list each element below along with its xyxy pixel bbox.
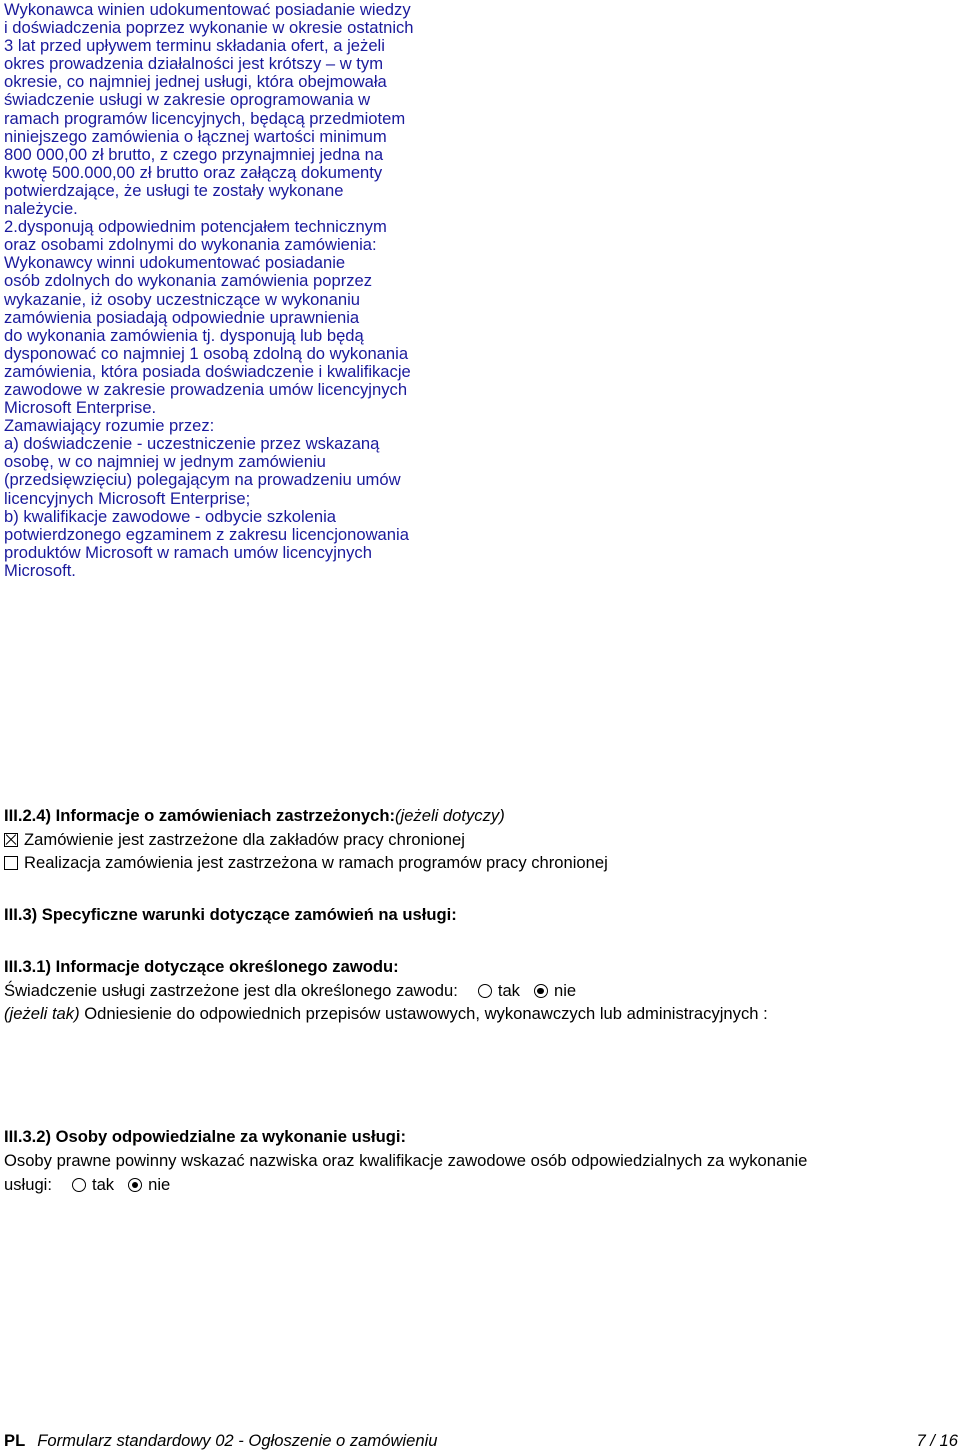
text-line: i doświadczenia poprzez wykonanie w okresie ostatnich [4, 18, 414, 38]
text-line: Wykonawcy winni udokumentować posiadanie [4, 253, 346, 273]
text-line: Wykonawca winien udokumentować posiadanie wiedzy [4, 0, 411, 19]
radio-nie-icon [534, 984, 548, 998]
section-heading-responsible-persons [4, 1126, 406, 1148]
text-line: kwotę 500.000,00 zł brutto oraz załączą dokumenty [4, 162, 383, 182]
checkbox-checked-icon [4, 833, 18, 847]
question-text: Świadczenie usługi zastrzeżone jest dla określonego zawodu: [4, 981, 458, 1000]
text-line: dysponować co najmniej 1 osobą zdolną do wykonania [4, 343, 409, 363]
section-heading-reserved-contracts [4, 805, 505, 827]
heading-note: (jeżeli dotyczy) [394, 806, 505, 825]
reference-prefix: (jeżeli tak) [4, 1004, 80, 1023]
heading-text: III.3.2) Osoby odpowiedzialne za wykonanie usługi: [4, 1127, 407, 1146]
text-line: należycie. [4, 199, 78, 219]
text-line: (przedsięwzięciu) polegającym na prowadzeniu umów [4, 470, 401, 490]
footer-lang: PL [4, 1431, 26, 1450]
section-conditions-text [4, 1, 524, 580]
text-line: świadczenie usługi w zakresie oprogramowania w [4, 90, 371, 110]
reference-text: Odniesienie do odpowiednich przepisów ustawowych, wykonawczych lub administracyjnych : [84, 1004, 768, 1023]
radio-tak-icon [478, 984, 492, 998]
heading-text: III.2.4) Informacje o zamówieniach zastrzeżonych: [4, 806, 395, 825]
heading-text: III.3) Specyficzne warunki dotyczące zamówień na usługi: [4, 905, 457, 924]
profession-reference-row [4, 1003, 768, 1025]
text-line: a) doświadczenie - uczestniczenie przez wskazaną [4, 434, 380, 454]
text-line: licencyjnych Microsoft Enterprise; [4, 488, 251, 508]
radio-nie-label: nie [553, 981, 577, 1000]
radio-tak-icon [72, 1178, 86, 1192]
reserved-option-sheltered [4, 829, 465, 851]
text-line: okres prowadzenia działalności jest krótszy – w tym [4, 54, 384, 74]
text-line: potwierdzające, że usługi te zostały wykonane [4, 180, 344, 200]
text-line: zamówienia, która posiada doświadczenie i kwalifikacje [4, 361, 411, 381]
radio-tak-label: tak [91, 1175, 115, 1194]
radio-tak-label: tak [497, 981, 520, 1000]
text-line: zamówienia posiadają odpowiednie uprawnienia [4, 307, 360, 327]
radio-nie-label: nie [148, 1175, 171, 1194]
text-line: potwierdzonego egzaminem z zakresu licencjonowania [4, 524, 409, 544]
text-line: produktów Microsoft w ramach umów licencyjnych [4, 542, 372, 562]
text-line: ramach programów licencyjnych, będącą przedmiotem [4, 108, 406, 128]
text-line: Microsoft Enterprise. [4, 398, 157, 418]
profession-question-row [4, 980, 576, 1002]
text-line: 800 000,00 zł brutto, z czego przynajmniej jedna na [4, 144, 384, 164]
reserved-option-programs [4, 852, 608, 874]
text-line: wykazanie, iż osoby uczestniczące w wykonaniu [4, 289, 361, 309]
text-line: 3 lat przed upływem terminu składania ofert, a jeżeli [4, 36, 385, 56]
text-line: do wykonania zamówienia tj. dysponują lub będą [4, 325, 364, 345]
text-line: Microsoft. [4, 560, 76, 580]
responsible-persons-text [4, 1150, 807, 1172]
text-line: zawodowe w zakresie prowadzenia umów licencyjnych [4, 379, 408, 399]
page-footer [4, 1431, 958, 1451]
checkbox-unchecked-icon [4, 856, 18, 870]
footer-page-number: 7 / 16 [916, 1431, 958, 1450]
text-line: oraz osobami zdolnymi do wykonania zamówienia: [4, 235, 377, 255]
responsible-line-1: Osoby prawne powinny wskazać nazwiska oraz kwalifikacje zawodowe osób odpowiedzialnych za wykonanie [4, 1151, 808, 1170]
heading-text: III.3.1) Informacje dotyczące określonego zawodu: [4, 957, 399, 976]
text-line: osobę, w co najmniej w jednym zamówieniu [4, 452, 326, 472]
text-line: b) kwalifikacje zawodowe - odbycie szkolenia [4, 506, 337, 526]
section-heading-profession [4, 956, 399, 978]
text-line: Zamawiający rozumie przez: [4, 416, 215, 436]
option-label: Zamówienie jest zastrzeżone dla zakładów pracy chronionej [24, 830, 465, 849]
option-label: Realizacja zamówienia jest zastrzeżona w ramach programów pracy chronionej [24, 853, 608, 872]
responsible-persons-row [4, 1174, 170, 1196]
text-line: 2.dysponują odpowiednim potencjałem technicznym [4, 217, 387, 237]
radio-nie-icon [128, 1178, 142, 1192]
text-line: osób zdolnych do wykonania zamówienia poprzez [4, 271, 373, 291]
text-line: niniejszego zamówienia o łącznej wartości minimum [4, 126, 387, 146]
section-heading-service-conditions [4, 904, 457, 926]
responsible-line-2: usługi: [4, 1175, 52, 1194]
footer-form-name: Formularz standardowy 02 - Ogłoszenie o zamówieniu [37, 1431, 438, 1450]
text-line: okresie, co najmniej jednej usługi, która obejmowała [4, 72, 387, 92]
